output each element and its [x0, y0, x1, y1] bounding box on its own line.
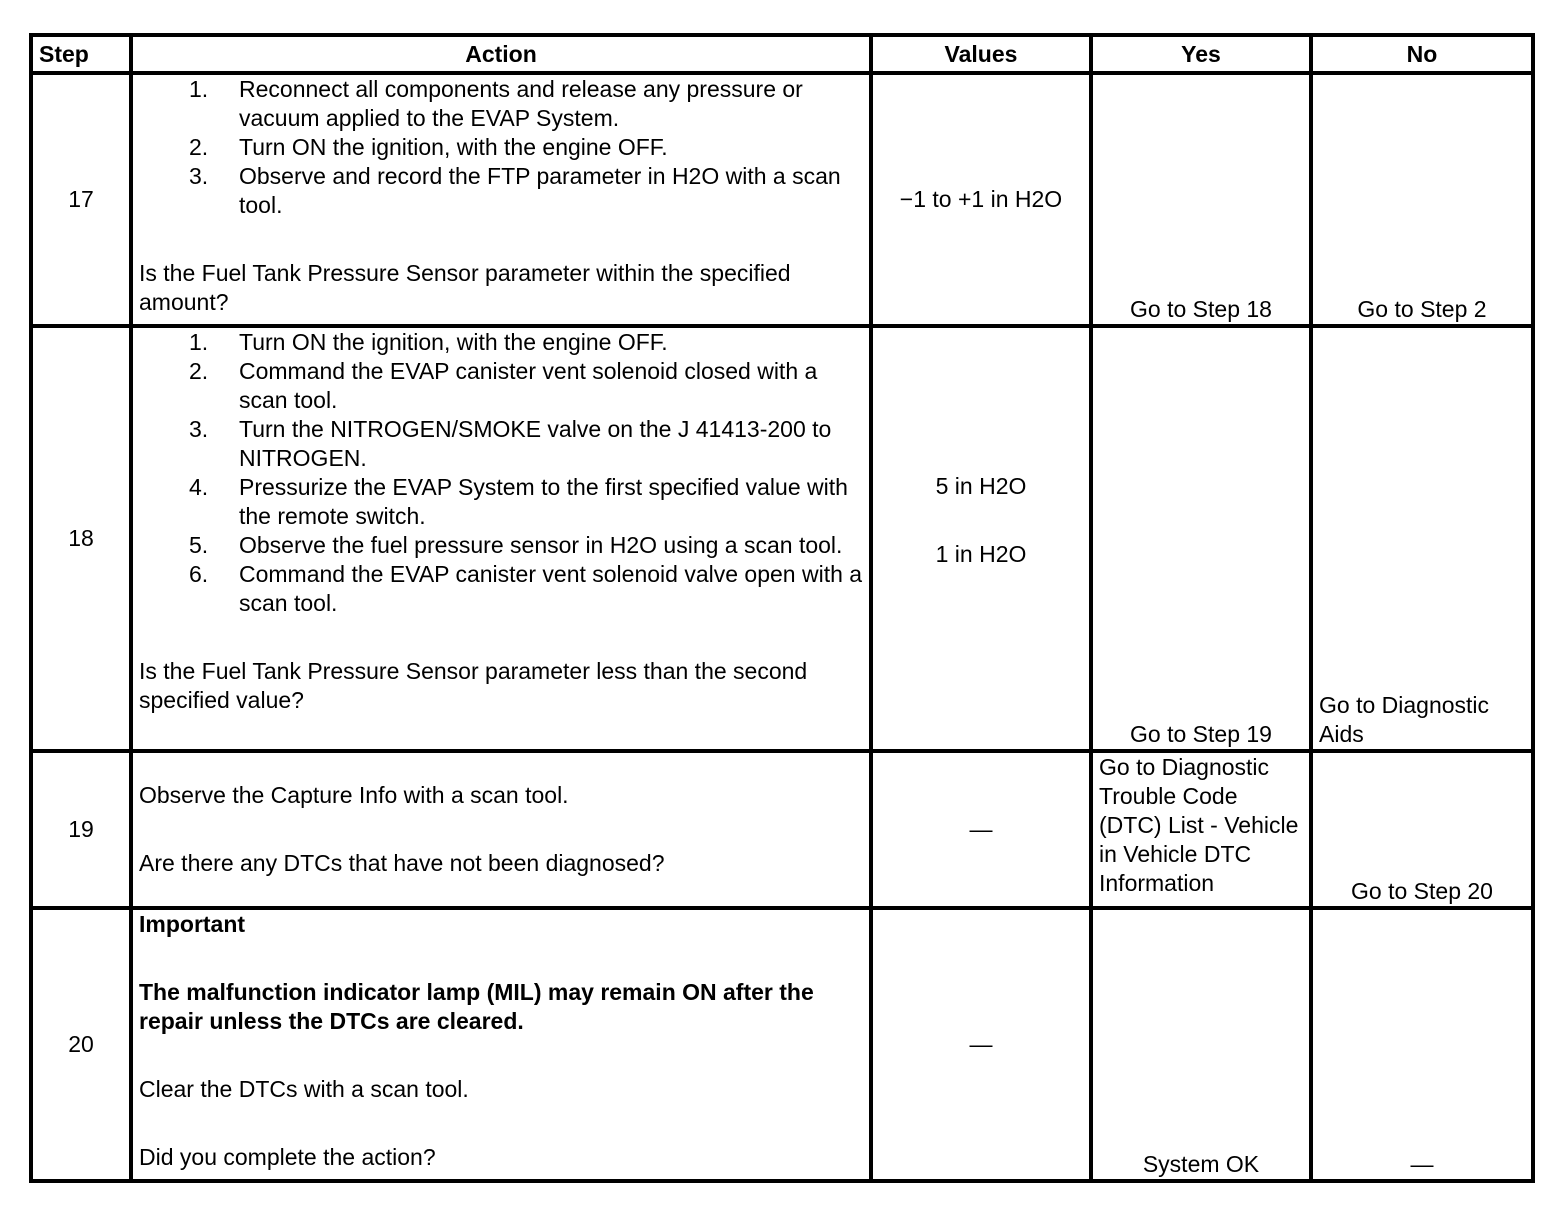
action-question: Are there any DTCs that have not been diagnosed? — [139, 850, 665, 876]
diagnostic-table — [29, 33, 1535, 1183]
action-question: Is the Fuel Tank Pressure Sensor parameter less than the second specified value? — [139, 658, 808, 713]
header-row — [31, 35, 1533, 73]
action-step: 5. Observe the fuel pressure sensor in H2O using a scan tool. — [189, 532, 843, 558]
step-number: 19 — [31, 751, 131, 908]
no-cell: Go to Step 2 — [1311, 73, 1533, 326]
step-number: 17 — [31, 73, 131, 326]
action-step: 3. Observe and record the FTP parameter in H2O with a scan tool. — [189, 163, 841, 218]
action-step: 2. Turn ON the ignition, with the engine OFF. — [189, 134, 668, 160]
yes-cell: System OK — [1091, 908, 1311, 1181]
values-cell — [871, 73, 1091, 326]
action-step: 2. Command the EVAP canister vent solenoid closed with a scan tool. — [189, 358, 818, 413]
header-values: Values — [871, 35, 1091, 73]
action-cell — [131, 326, 871, 751]
value-text: — — [969, 1031, 993, 1057]
action-steps — [139, 75, 863, 220]
action-step: 6. Command the EVAP canister vent solenoid valve open with a scan tool. — [189, 561, 863, 616]
table-row — [31, 908, 1533, 1181]
action-step: 3. Turn the NITROGEN/SMOKE valve on the J 41413-200 to NITROGEN. — [189, 416, 832, 471]
important-title: Important — [139, 911, 246, 937]
no-cell: — — [1311, 908, 1533, 1181]
value-text: −1 to +1 in H2O — [899, 186, 1063, 212]
no-cell: Go to Step 20 — [1311, 751, 1533, 908]
values-cell — [871, 751, 1091, 908]
action-step: 1. Turn ON the ignition, with the engine OFF. — [189, 329, 668, 355]
no-cell: Go to Diagnostic Aids — [1311, 326, 1533, 751]
action-cell — [131, 73, 871, 326]
action-paragraph: Clear the DTCs with a scan tool. — [139, 1076, 469, 1102]
header-action: Action — [131, 35, 871, 73]
header-yes: Yes — [1091, 35, 1311, 73]
value-text: 1 in H2O — [935, 541, 1027, 567]
table-row — [31, 73, 1533, 326]
action-question: Did you complete the action? — [139, 1144, 436, 1170]
step-number: 20 — [31, 908, 131, 1181]
table-row — [31, 326, 1533, 751]
yes-cell: Go to Step 18 — [1091, 73, 1311, 326]
step-number: 18 — [31, 326, 131, 751]
values-cell — [871, 326, 1091, 751]
value-text: — — [969, 816, 993, 842]
header-step: Step — [31, 35, 131, 73]
action-step: 4. Pressurize the EVAP System to the first specified value with the remote switch. — [189, 474, 848, 529]
action-cell — [131, 751, 871, 908]
table-row — [31, 751, 1533, 908]
action-steps — [139, 328, 863, 618]
important-text: The malfunction indicator lamp (MIL) may remain ON after the repair unless the DTCs are cleared. — [139, 979, 814, 1034]
values-cell — [871, 908, 1091, 1181]
action-step: 1. Reconnect all components and release any pressure or vacuum applied to the EVAP System. — [189, 76, 803, 131]
value-text: 5 in H2O — [935, 473, 1027, 499]
action-cell — [131, 908, 871, 1181]
action-question: Is the Fuel Tank Pressure Sensor parameter within the specified amount? — [139, 260, 791, 315]
yes-cell: Go to Diagnostic Trouble Code (DTC) List - Vehicle in Vehicle DTC Information — [1091, 751, 1311, 908]
header-no: No — [1311, 35, 1533, 73]
yes-cell: Go to Step 19 — [1091, 326, 1311, 751]
action-paragraph: Observe the Capture Info with a scan tool. — [139, 782, 569, 808]
